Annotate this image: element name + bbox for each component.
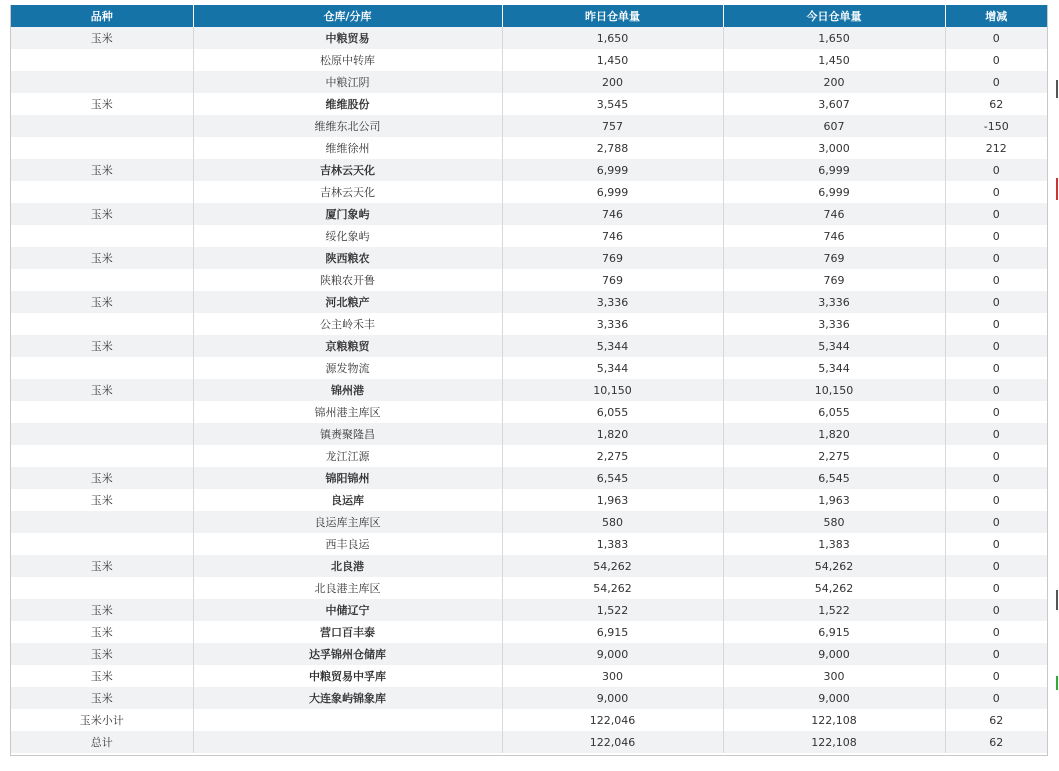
today-cell: 746 — [723, 225, 945, 247]
warehouse-cell: 北良港主库区 — [193, 577, 502, 599]
today-cell: 769 — [723, 247, 945, 269]
change-cell: 0 — [945, 313, 1047, 335]
table-row[interactable] — [11, 71, 1047, 93]
yesterday-cell: 1,522 — [502, 599, 723, 621]
yesterday-cell: 3,545 — [502, 93, 723, 115]
variety-cell — [11, 445, 193, 467]
variety-cell: 总计 — [11, 731, 193, 753]
today-cell: 1,383 — [723, 533, 945, 555]
warehouse-cell: 吉林云天化 — [193, 181, 502, 203]
warehouse-cell: 锦阳锦州 — [193, 467, 502, 489]
table-row[interactable] — [11, 181, 1047, 203]
today-cell: 746 — [723, 203, 945, 225]
yesterday-cell: 1,963 — [502, 489, 723, 511]
yesterday-cell: 54,262 — [502, 555, 723, 577]
warehouse-receipt-panel — [10, 5, 1048, 756]
warehouse-cell: 陕粮农开鲁 — [193, 269, 502, 291]
yesterday-cell: 9,000 — [502, 687, 723, 709]
edge-marker — [1056, 676, 1058, 690]
today-cell: 122,108 — [723, 709, 945, 731]
today-cell: 6,545 — [723, 467, 945, 489]
today-cell: 1,650 — [723, 27, 945, 49]
table-row[interactable] — [11, 49, 1047, 71]
table-row[interactable] — [11, 159, 1047, 181]
yesterday-cell: 2,275 — [502, 445, 723, 467]
change-cell: 62 — [945, 709, 1047, 731]
today-cell: 1,450 — [723, 49, 945, 71]
window-edge — [1054, 0, 1059, 771]
change-cell: 0 — [945, 291, 1047, 313]
change-cell: 0 — [945, 445, 1047, 467]
variety-cell — [11, 71, 193, 93]
yesterday-cell: 580 — [502, 511, 723, 533]
warehouse-cell — [193, 709, 502, 731]
yesterday-cell: 769 — [502, 269, 723, 291]
today-cell: 122,108 — [723, 731, 945, 753]
table-row[interactable] — [11, 137, 1047, 159]
today-cell: 580 — [723, 511, 945, 533]
table-row[interactable] — [11, 269, 1047, 291]
variety-cell — [11, 313, 193, 335]
today-cell: 3,000 — [723, 137, 945, 159]
variety-cell: 玉米 — [11, 599, 193, 621]
yesterday-cell: 5,344 — [502, 357, 723, 379]
warehouse-cell: 源发物流 — [193, 357, 502, 379]
table-row[interactable] — [11, 291, 1047, 313]
yesterday-cell: 6,915 — [502, 621, 723, 643]
warehouse-cell: 中粮江阴 — [193, 71, 502, 93]
change-cell: 212 — [945, 137, 1047, 159]
warehouse-cell: 公主岭禾丰 — [193, 313, 502, 335]
table-row[interactable] — [11, 687, 1047, 709]
today-cell: 1,820 — [723, 423, 945, 445]
warehouse-cell: 达孚锦州仓储库 — [193, 643, 502, 665]
yesterday-cell: 200 — [502, 71, 723, 93]
warehouse-cell: 龙江江源 — [193, 445, 502, 467]
variety-cell — [11, 577, 193, 599]
yesterday-cell: 5,344 — [502, 335, 723, 357]
today-cell: 607 — [723, 115, 945, 137]
warehouse-cell: 京粮粮贸 — [193, 335, 502, 357]
variety-cell: 玉米 — [11, 335, 193, 357]
change-cell: 0 — [945, 71, 1047, 93]
change-cell: 0 — [945, 269, 1047, 291]
change-cell: 0 — [945, 357, 1047, 379]
table-row[interactable] — [11, 379, 1047, 401]
header-today-receipts[interactable]: 今日仓单量 — [723, 5, 945, 27]
warehouse-cell: 良运库 — [193, 489, 502, 511]
change-cell: 0 — [945, 489, 1047, 511]
warehouse-cell: 中粮贸易 — [193, 27, 502, 49]
warehouse-cell: 松原中转库 — [193, 49, 502, 71]
table-row[interactable] — [11, 203, 1047, 225]
variety-cell — [11, 137, 193, 159]
variety-cell — [11, 533, 193, 555]
today-cell: 3,336 — [723, 313, 945, 335]
variety-cell — [11, 225, 193, 247]
yesterday-cell: 10,150 — [502, 379, 723, 401]
yesterday-cell: 1,820 — [502, 423, 723, 445]
today-cell: 2,275 — [723, 445, 945, 467]
warehouse-cell: 中储辽宁 — [193, 599, 502, 621]
table-row[interactable] — [11, 115, 1047, 137]
change-cell: 0 — [945, 643, 1047, 665]
change-cell: 0 — [945, 511, 1047, 533]
edge-marker — [1056, 178, 1058, 200]
table-row[interactable] — [11, 93, 1047, 115]
warehouse-cell: 维维徐州 — [193, 137, 502, 159]
variety-cell — [11, 269, 193, 291]
variety-cell: 玉米 — [11, 159, 193, 181]
today-cell: 54,262 — [723, 555, 945, 577]
change-cell: 0 — [945, 423, 1047, 445]
table-row[interactable] — [11, 445, 1047, 467]
variety-cell: 玉米 — [11, 665, 193, 687]
variety-cell — [11, 49, 193, 71]
yesterday-cell: 6,545 — [502, 467, 723, 489]
warehouse-receipt-table — [11, 5, 1047, 753]
today-cell: 1,963 — [723, 489, 945, 511]
variety-cell: 玉米 — [11, 687, 193, 709]
today-cell: 9,000 — [723, 643, 945, 665]
today-cell: 3,336 — [723, 291, 945, 313]
change-cell: 0 — [945, 665, 1047, 687]
warehouse-cell: 镇赉聚隆昌 — [193, 423, 502, 445]
warehouse-cell: 大连象屿锦象库 — [193, 687, 502, 709]
table-row[interactable] — [11, 335, 1047, 357]
variety-cell — [11, 401, 193, 423]
today-cell: 6,055 — [723, 401, 945, 423]
table-row[interactable] — [11, 665, 1047, 687]
table-row[interactable] — [11, 709, 1047, 731]
yesterday-cell: 9,000 — [502, 643, 723, 665]
today-cell: 200 — [723, 71, 945, 93]
variety-cell: 玉米 — [11, 203, 193, 225]
table-header-row — [11, 5, 1047, 27]
yesterday-cell: 1,383 — [502, 533, 723, 555]
yesterday-cell: 6,999 — [502, 159, 723, 181]
variety-cell — [11, 181, 193, 203]
yesterday-cell: 769 — [502, 247, 723, 269]
yesterday-cell: 746 — [502, 203, 723, 225]
variety-cell: 玉米 — [11, 27, 193, 49]
variety-cell — [11, 511, 193, 533]
change-cell: 0 — [945, 247, 1047, 269]
change-cell: 0 — [945, 335, 1047, 357]
yesterday-cell: 3,336 — [502, 291, 723, 313]
change-cell: 62 — [945, 93, 1047, 115]
table-row[interactable] — [11, 533, 1047, 555]
today-cell: 54,262 — [723, 577, 945, 599]
today-cell: 3,607 — [723, 93, 945, 115]
yesterday-cell: 1,450 — [502, 49, 723, 71]
header-change[interactable]: 增减 — [945, 5, 1047, 27]
variety-cell: 玉米小计 — [11, 709, 193, 731]
change-cell: 62 — [945, 731, 1047, 753]
yesterday-cell: 300 — [502, 665, 723, 687]
warehouse-cell: 厦门象屿 — [193, 203, 502, 225]
table-row[interactable] — [11, 731, 1047, 753]
change-cell: 0 — [945, 533, 1047, 555]
warehouse-cell: 陕西粮农 — [193, 247, 502, 269]
table-row[interactable] — [11, 599, 1047, 621]
change-cell: 0 — [945, 203, 1047, 225]
change-cell: 0 — [945, 49, 1047, 71]
today-cell: 300 — [723, 665, 945, 687]
warehouse-cell: 河北粮产 — [193, 291, 502, 313]
table-row[interactable] — [11, 401, 1047, 423]
yesterday-cell: 2,788 — [502, 137, 723, 159]
yesterday-cell: 6,999 — [502, 181, 723, 203]
change-cell: -150 — [945, 115, 1047, 137]
edge-marker — [1056, 80, 1058, 98]
table-row[interactable] — [11, 225, 1047, 247]
change-cell: 0 — [945, 159, 1047, 181]
variety-cell: 玉米 — [11, 247, 193, 269]
yesterday-cell: 3,336 — [502, 313, 723, 335]
change-cell: 0 — [945, 467, 1047, 489]
table-row[interactable] — [11, 577, 1047, 599]
header-warehouse[interactable]: 仓库/分库 — [193, 5, 502, 27]
table-row[interactable] — [11, 643, 1047, 665]
table-body — [11, 27, 1047, 753]
change-cell: 0 — [945, 225, 1047, 247]
today-cell: 5,344 — [723, 357, 945, 379]
change-cell: 0 — [945, 599, 1047, 621]
warehouse-cell — [193, 731, 502, 753]
table-row[interactable] — [11, 247, 1047, 269]
warehouse-cell: 锦州港主库区 — [193, 401, 502, 423]
table-row[interactable] — [11, 467, 1047, 489]
header-yesterday-receipts[interactable]: 昨日仓单量 — [502, 5, 723, 27]
change-cell: 0 — [945, 687, 1047, 709]
variety-cell — [11, 423, 193, 445]
warehouse-cell: 良运库主库区 — [193, 511, 502, 533]
table-row[interactable] — [11, 423, 1047, 445]
change-cell: 0 — [945, 555, 1047, 577]
table-row[interactable] — [11, 489, 1047, 511]
yesterday-cell: 54,262 — [502, 577, 723, 599]
yesterday-cell: 1,650 — [502, 27, 723, 49]
warehouse-cell: 北良港 — [193, 555, 502, 577]
table-row[interactable] — [11, 313, 1047, 335]
yesterday-cell: 757 — [502, 115, 723, 137]
warehouse-cell: 营口百丰泰 — [193, 621, 502, 643]
yesterday-cell: 122,046 — [502, 709, 723, 731]
change-cell: 0 — [945, 401, 1047, 423]
warehouse-cell: 吉林云天化 — [193, 159, 502, 181]
warehouse-cell: 维维东北公司 — [193, 115, 502, 137]
variety-cell: 玉米 — [11, 489, 193, 511]
variety-cell: 玉米 — [11, 93, 193, 115]
table-row[interactable] — [11, 621, 1047, 643]
header-variety[interactable]: 品种 — [11, 5, 193, 27]
today-cell: 5,344 — [723, 335, 945, 357]
warehouse-cell: 维维股份 — [193, 93, 502, 115]
change-cell: 0 — [945, 181, 1047, 203]
today-cell: 6,999 — [723, 181, 945, 203]
today-cell: 6,999 — [723, 159, 945, 181]
change-cell: 0 — [945, 577, 1047, 599]
table-row[interactable] — [11, 27, 1047, 49]
change-cell: 0 — [945, 379, 1047, 401]
variety-cell — [11, 115, 193, 137]
table-row[interactable] — [11, 555, 1047, 577]
variety-cell: 玉米 — [11, 621, 193, 643]
today-cell: 10,150 — [723, 379, 945, 401]
variety-cell: 玉米 — [11, 643, 193, 665]
variety-cell: 玉米 — [11, 555, 193, 577]
table-row[interactable] — [11, 357, 1047, 379]
warehouse-cell: 锦州港 — [193, 379, 502, 401]
warehouse-cell: 中粮贸易中孚库 — [193, 665, 502, 687]
today-cell: 1,522 — [723, 599, 945, 621]
variety-cell: 玉米 — [11, 467, 193, 489]
variety-cell: 玉米 — [11, 379, 193, 401]
today-cell: 769 — [723, 269, 945, 291]
today-cell: 6,915 — [723, 621, 945, 643]
yesterday-cell: 122,046 — [502, 731, 723, 753]
today-cell: 9,000 — [723, 687, 945, 709]
table-row[interactable] — [11, 511, 1047, 533]
yesterday-cell: 6,055 — [502, 401, 723, 423]
warehouse-cell: 西丰良运 — [193, 533, 502, 555]
variety-cell: 玉米 — [11, 291, 193, 313]
yesterday-cell: 746 — [502, 225, 723, 247]
variety-cell — [11, 357, 193, 379]
change-cell: 0 — [945, 621, 1047, 643]
warehouse-cell: 绥化象屿 — [193, 225, 502, 247]
change-cell: 0 — [945, 27, 1047, 49]
edge-marker — [1056, 590, 1058, 610]
